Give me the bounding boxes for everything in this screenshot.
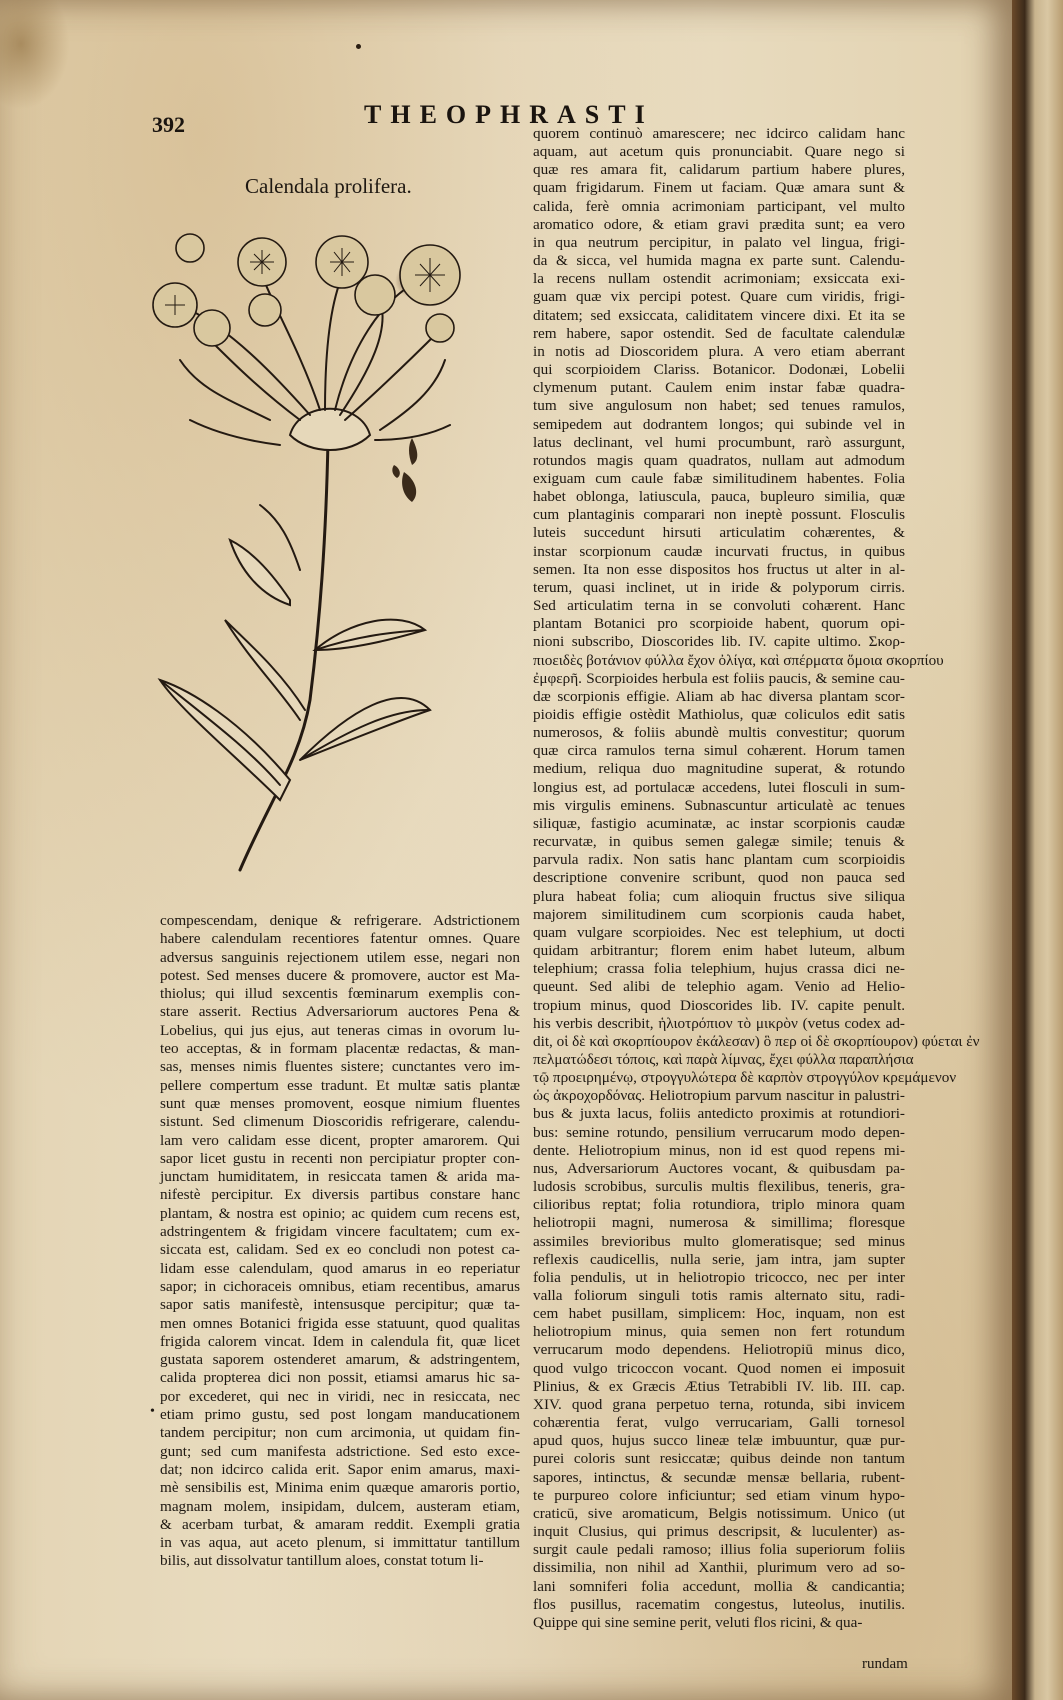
text-line: reflexis caudicellis, nulla serie, jam intra, jam supter [533, 1250, 905, 1268]
text-line: pellere compertum esse tradunt. Et multæ satis plantæ [160, 1076, 520, 1094]
text-line: clymenum putant. Caulem enim instar fabæ quadra- [533, 379, 905, 397]
text-line: lam vero calidam esse dicent, propter amarorem. Qui [160, 1131, 520, 1149]
calendula-woodcut-illustration [150, 240, 490, 880]
text-line: assimiles brevioribus multo glomeratisque; sed minus [533, 1232, 905, 1250]
text-line: por excederet, qui nec in viridi, nec in resiccata, nec [160, 1387, 520, 1405]
text-line: queunt. Sed alibi de telephio agam. Venio ad Helio- [533, 978, 905, 996]
text-line: plura habeat folia; cum alioquin fructus sive siliqua [533, 887, 905, 905]
text-line: quod vulgo tricoccon vocant. Quod nomen ei imposuit [533, 1359, 905, 1377]
text-line: habet oblonga, latiuscula, pauca, bupleuro similia, quæ [533, 488, 905, 506]
text-line: dente. Heliotropium minus, non id est quod repens mi- [533, 1141, 905, 1159]
text-line: ὡς ἀκροχορδόνας. Heliotropium parvum nascitur in palustri- [533, 1087, 905, 1105]
page-number: 392 [152, 112, 185, 137]
text-line: sistunt. Sed climenum Dioscoridis refrigerare, calendu- [160, 1113, 520, 1131]
text-line: calida propterea dici non possit, etiamsi amarus hic sa- [160, 1369, 520, 1387]
text-line: siliquæ, fastigio acuminatæ, ac instar scorpionis caudæ [533, 814, 905, 832]
text-line: πιοειδὲς βοτάνιον φύλλα ἔχον ὀλίγα, καὶ σπέρματα ὅμοια σκορπίου [533, 651, 944, 669]
text-line: nioni subscribo, Dioscorides lib. IV. capite ultimo. Σκορ- [533, 633, 905, 651]
catchword: rundam [862, 1656, 908, 1672]
text-line: plantam, & nostra est opinio; ac quidem cum recens est, [160, 1204, 520, 1222]
margin-mark: • [150, 1404, 155, 1419]
text-line: purei coloris sunt resiccatæ; quibus deinde non tantum [533, 1450, 905, 1468]
text-line: bus & juxta lacus, foliis antedicto proximis at rotundiori- [533, 1105, 905, 1123]
text-line: longius est, ad portulacæ accedens, lutei flosculi in sum- [533, 778, 905, 796]
left-text-column [160, 912, 520, 1571]
text-line: exiguam cum caule fabæ similitudinem habentes. Folia [533, 469, 905, 487]
text-line: sapores, intinctus, & secundæ mensæ bellaria, rubent- [533, 1468, 905, 1486]
text-line: πελματώδεσι τόποις, καὶ παρὰ λίμνας, ἔχει φύλλα παραπλήσια [533, 1050, 914, 1068]
text-line: quam frigidarum. Finem ut faciam. Quæ amara sunt & [533, 179, 905, 197]
text-line: surgit caule pedali ramoso; illius folia superiorum foliis [533, 1541, 905, 1559]
text-line: nus, Adversariorum Auctores vocant, & quibusdam pa- [533, 1159, 905, 1177]
text-line: majorem similitudinem cum scorpionis cauda habet, [533, 905, 905, 923]
text-line: heliotropii magni, numerosa & simillima; floresque [533, 1214, 905, 1232]
text-line: da & sicca, vel humida magna ex parte sunt. Calendu- [533, 252, 905, 270]
text-line: quam vulgare scorpioides. Nec est telephium, ut docti [533, 923, 905, 941]
text-line: adversus sanguinis rejectionem utilem esse, negari non [160, 948, 520, 966]
text-line: qui scorpioidem Clariss. Botanicor. Dodonæi, Lobelii [533, 361, 905, 379]
text-line: sapor licet gustu in recenti non percipiatur propter con- [160, 1149, 520, 1167]
text-line: ditatem; sed exsiccata, caliditatem vincere dixi. Et ita se [533, 306, 905, 324]
text-line: quæ circa ramulos terna simul cohærent. Horum tamen [533, 742, 905, 760]
text-line: habere calendulam recentiores fatentur omnes. Quare [160, 930, 520, 948]
text-line: recurvatæ, in quibus semen galegæ simile; tenuis & [533, 833, 905, 851]
text-line: cum plantaginis comparari non ineptè possunt. Flosculis [533, 506, 905, 524]
text-line: potest. Sed menses ducere & promovere, auctor est Ma- [160, 966, 520, 984]
text-line: quidam arbitrantur; florem enim habet luteum, album [533, 942, 905, 960]
text-line: etiam primo gustu, sed post longam manducationem [160, 1406, 520, 1424]
text-line: tropium minus, quod Dioscorides lib. IV. capite penult. [533, 996, 905, 1014]
text-line: guam quæ vix percipi potest. Quare cum viridis, frigi- [533, 288, 905, 306]
text-line: descriptione convenire scribunt, quod non pauca sed [533, 869, 905, 887]
text-line: adstringentem & frigidam vincere facultatem; cum ex- [160, 1223, 520, 1241]
text-line: Sed articulatim terna in se convoluti cohærent. Hanc [533, 597, 905, 615]
text-line: frigida calorem vincat. Idem in calendula fit, quæ licet [160, 1332, 520, 1350]
text-line: valla foliorum singuli totis ramis alternato situ, radi- [533, 1287, 905, 1304]
text-line: cohærentia ferat, vulgo verrucariam, Galli tornesol [533, 1414, 905, 1432]
text-line: men omnes Botanici frigida esse statuunt, quod qualitas [160, 1314, 520, 1332]
text-line: telephium; crassa folia telephium, hujus crassa dici ne- [533, 960, 905, 978]
text-line: aquam, aut acetum quis pronunciabit. Quare nego si [533, 143, 905, 161]
text-line: siccata est, calidam. Sed ex eo concludi non potest ca- [160, 1241, 520, 1259]
text-line: tum sive angulosum non habet; sed tenues ramulos, [533, 397, 905, 415]
text-line: in qua neutrum percipitur, in palato vel lingua, frigi- [533, 233, 905, 251]
text-line: te purpureo colore inficiuntur; sed etiam vinum hypo- [533, 1486, 905, 1504]
text-line: Lobelius, qui jus ejus, aut teneras cimas in ovorum lu- [160, 1021, 520, 1039]
text-line: in vas aqua, aut aceto plenum, si immittatur tantillum [160, 1534, 520, 1552]
text-line: lidam esse calendulam, quod amarus in eo reperiatur [160, 1259, 520, 1277]
text-line: verrucarum modo dependens. Heliotropiū minus dico, [533, 1341, 905, 1359]
text-line: heliotropium minus, quia semen non fert rotundum [533, 1323, 905, 1341]
text-line: bus: semine rotundo, pensilium verrucarum modo depen- [533, 1123, 905, 1141]
text-line: sapor; in cichoraceis omnibus, etiam recentibus, amarus [160, 1277, 520, 1295]
text-line: quorem continuò amarescere; nec idcirco calidam hanc [533, 125, 905, 142]
text-line: τῷ προειρημένῳ, στρογγυλώτερα δὲ καρπὸν στρογγύλον κρεμάμενον [533, 1069, 957, 1087]
text-line: bilis, aut dissolvatur tantillum aloes, constat totum li- [160, 1552, 484, 1570]
text-line: thiolus; qui illud sexcentis fœminarum exemplis con- [160, 985, 520, 1003]
text-line: his verbis describit, ἡλιοτρόπιον τὸ μικρὸν (vetus codex ad- [533, 1014, 905, 1032]
text-line: mè sensibilis est, Minima enim quæque amaroris portio, [160, 1479, 520, 1497]
text-line: folia pendulis, ut in heliotropio tricocco, nec per inter [533, 1268, 905, 1286]
text-line: latus declinant, vel humi procumbunt, rarò assurgunt, [533, 433, 905, 451]
text-line: ἐμφερῆ. Scorpioides herbula est foliis paucis, & semine cau- [533, 669, 905, 687]
text-line: parvula radix. Non satis hanc plantam cum scorpioidis [533, 851, 905, 869]
text-line: lani somniferi folia accedunt, mollia & candicantia; [533, 1577, 905, 1595]
text-line: gunt; sed cum manifesta adstrictione. Sed esto exce- [160, 1442, 520, 1460]
text-line: calida, ferè omnia acrimoniam participant, vel multo [533, 197, 905, 215]
text-line: sapor satis manifestè, intensusque percipitur; quæ ta- [160, 1296, 520, 1314]
text-line: ludosis scrobibus, surculis multis flexilibus, teneris, gra- [533, 1178, 905, 1196]
text-line: dissimilia, non nihil ad Xanthii, plurimum vero ad so- [533, 1559, 905, 1577]
text-line: luteis succedunt hirsuti articulatim cohærentes, & [533, 524, 905, 542]
text-line: pioidis effigie ostèdit Mathiolus, quæ coliculos edit satis [533, 706, 905, 723]
text-line: dit, οἱ δὲ καὶ σκορπίουρον ἐκάλεσαν) ὃ περ οἱ δὲ σκορπίουρον) φύεται ἐν [533, 1032, 980, 1050]
text-line: & acerbam turbat, & amaram reddit. Exempli gratia [160, 1515, 520, 1533]
text-line: cem habet pusillam, simplicem: Hoc, inquam, non est [533, 1305, 905, 1323]
text-line: plantam Botanici pro scorpioide habent, quorum opi- [533, 615, 905, 633]
text-line: la recens nullam ostendit acrimoniam; exsiccata exi- [533, 270, 905, 288]
text-line: compescendam, denique & refrigerare. Adstrictionem [160, 912, 520, 929]
text-line: quæ res amara fit, calidarum partium habere plures, [533, 161, 905, 179]
text-line: sas, menses nimis fluentes sistere; cunctantes vero im- [160, 1058, 520, 1076]
text-line: mis virgulis eminens. Subnascuntur articulatè ac tenues [533, 796, 905, 814]
text-line: terum, quasi inclinet, ut in iride & polyporum cirris. [533, 578, 905, 596]
paper-speck [356, 44, 361, 49]
text-line: rem habere, sapor ostendit. Sed de facultate calendulæ [533, 324, 905, 342]
text-line: Quippe qui sine semine perit, veluti flos ricini, & qua- [533, 1613, 863, 1631]
text-line: magnam molem, insipidam, dulcem, austeram etiam, [160, 1497, 520, 1515]
text-line: inquit Clusius, qui primus descripsit, & luculenter) as- [533, 1523, 905, 1541]
text-line: cilioribus reptat; folia rotundiora, triplo minora quam [533, 1196, 905, 1214]
text-line: rotundos magis quam quadratos, nullam aut admodum [533, 451, 905, 469]
text-line: nifestè percipitur. Ex diversis partibus constare hanc [160, 1186, 520, 1204]
text-line: instar scorpionum caudæ incurvati fructus, in quibus [533, 542, 905, 560]
text-line: medium, reliqua duo magnitudine superat, & rotundo [533, 760, 905, 778]
text-line: gustata saporem ostenderet amarum, & adstringentem, [160, 1351, 520, 1369]
text-line: dat; non idcirco calida erit. Sapor enim amarus, maxi- [160, 1460, 520, 1478]
right-text-column [533, 125, 980, 1632]
text-line: teo acceptas, & in formam placentæ redactas, & man- [160, 1040, 520, 1058]
book-binding-edge [1012, 0, 1063, 1700]
text-line: Plinius, & ex Græcis Ætius Tetrabibli IV. lib. III. cap. [533, 1377, 905, 1395]
text-line: junctam humiditatem, in resiccata tamen & arida ma- [160, 1168, 520, 1186]
text-line: dæ scorpionis effigie. Aliam ab hac diversa plantam scor- [533, 687, 905, 705]
text-line: flos pusillus, racematim congestus, luteolus, inutilis. [533, 1595, 905, 1613]
text-line: tandem percipitur; non cum arcimonia, ut quidam fin- [160, 1424, 520, 1442]
text-line: craticū, sive aromaticum, Belgis notissimum. Unico (ut [533, 1504, 905, 1522]
text-line: apud quos, hujus succo lineæ telæ imbuuntur, quæ pur- [533, 1432, 905, 1450]
text-line: XIV. quod grana perpetuo terna, rotunda, sibi invicem [533, 1395, 905, 1413]
text-line: semen. Ita non esse dispositos hos fructus ut alter in al- [533, 560, 905, 578]
text-line: in notis ad Dioscoridem plura. A vero etiam aberrant [533, 342, 905, 360]
text-line: aromatico odore, & etiam gravi prædita sunt; ea vero [533, 215, 905, 233]
running-title: THEOPHRASTI [364, 100, 654, 129]
paper-stain [0, 0, 70, 110]
text-line: stare asserit. Rectius Adversariorum auctores Pena & [160, 1003, 520, 1021]
figure-caption: Calendala prolifera. [245, 174, 412, 198]
text-line: numerosos, & foliis abundè multis convestitur; quorum [533, 724, 905, 742]
text-line: sunt quæ menses promovent, eosque nimium fluentes [160, 1094, 520, 1112]
text-line: semipedem aut dodrantem longos; qui subinde vel in [533, 415, 905, 433]
